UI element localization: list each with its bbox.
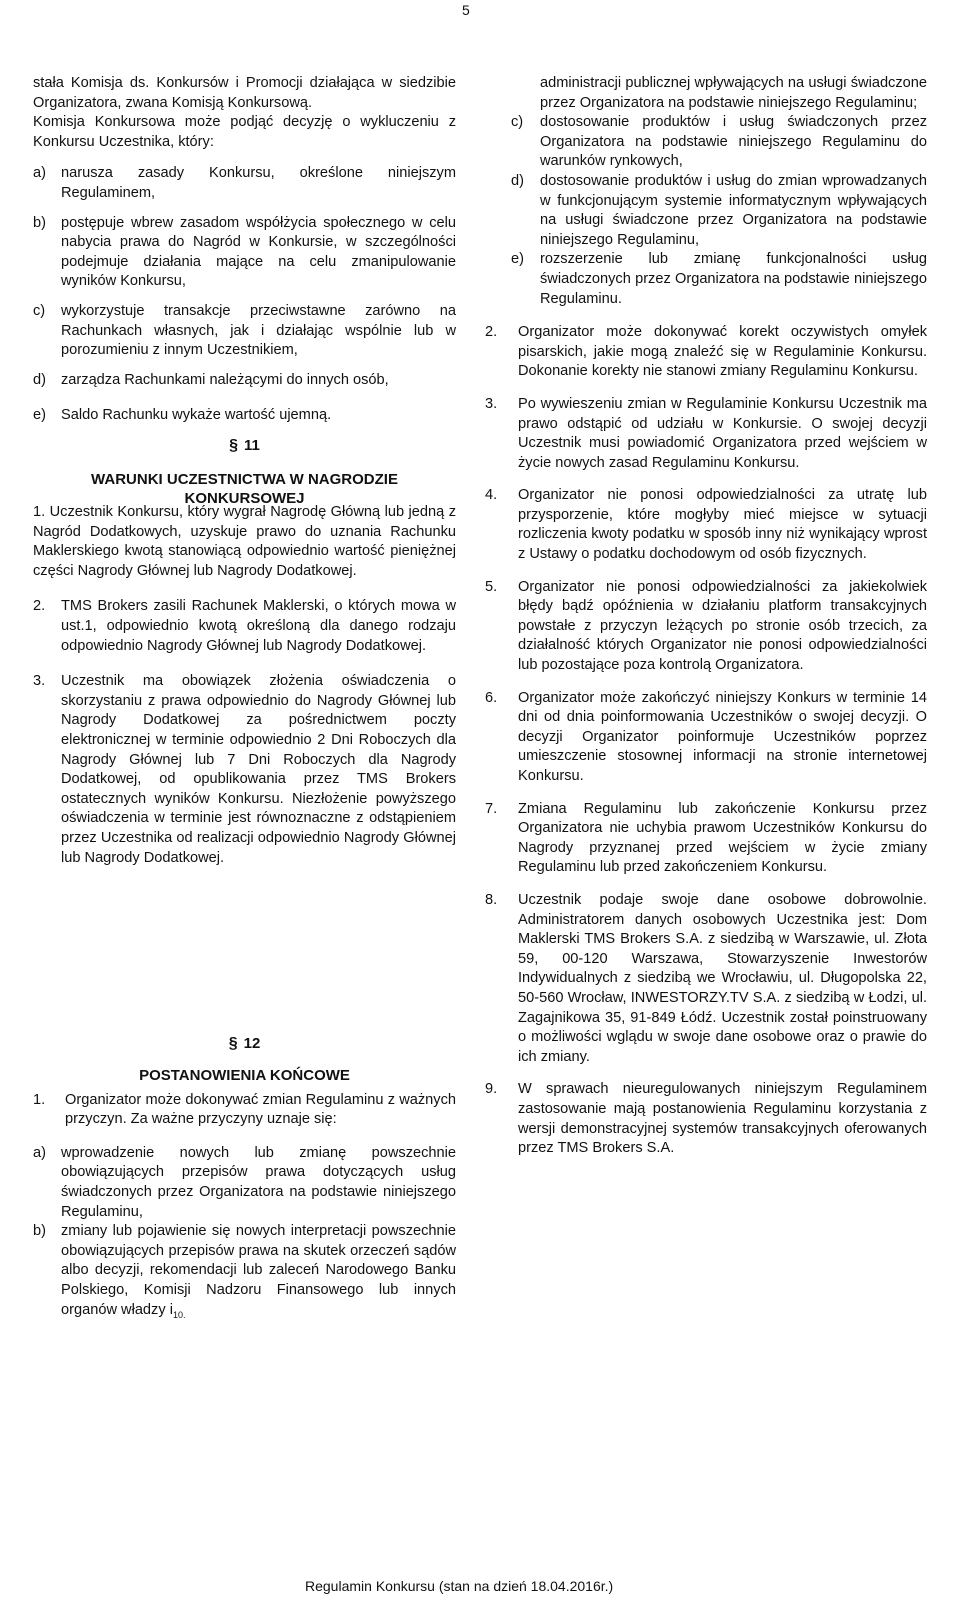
list-item-label: b) bbox=[33, 214, 46, 231]
list-item bbox=[485, 486, 927, 564]
intro-paragraph: stała Komisja ds. Konkursów i Promocji działająca w siedzibie Organizatora, zwana Komisją Konkursową. bbox=[33, 75, 456, 111]
list-item-text bbox=[33, 503, 456, 581]
list-item-label: 2. bbox=[33, 598, 46, 615]
list-item-body: Organizator może dokonywać zmian Regulaminu z ważnych przyczyn. Za ważne przyczyny uznaje się: bbox=[65, 1091, 456, 1128]
list-item bbox=[33, 672, 456, 868]
list-item-text: dostosowanie produktów i usług świadczonych przez Organizatora na podstawie niniejszego Regulaminu do warunków rynkowych, bbox=[540, 114, 927, 170]
list-item-label: 3. bbox=[485, 395, 498, 412]
list-item-text: Saldo Rachunku wykaże wartość ujemną. bbox=[61, 407, 332, 424]
section-12-block bbox=[33, 1030, 456, 1325]
left-column bbox=[33, 74, 456, 514]
list-item-label: 6. bbox=[485, 689, 498, 706]
list-item-label: b) bbox=[33, 1223, 46, 1240]
section-title: POSTANOWIENIA KOŃCOWE bbox=[139, 1066, 350, 1084]
footnote-mark: 10. bbox=[172, 1309, 186, 1320]
section-symbol: § bbox=[229, 436, 239, 454]
section-number bbox=[33, 1034, 456, 1054]
list-item-label: 7. bbox=[485, 800, 498, 817]
list-item-label: 9. bbox=[485, 1081, 498, 1098]
list-item-text: narusza zasady Konkursu, określone niniejszym Regulaminem, bbox=[61, 165, 456, 201]
list-item bbox=[485, 323, 927, 382]
section-symbol: § bbox=[228, 1035, 238, 1052]
list-item-label: 8. bbox=[485, 891, 498, 908]
list-item-label: d) bbox=[511, 172, 524, 189]
list-item-text: Organizator nie ponosi odpowiedzialności za utratę lub przysporzenie, które mogłyby mieć miejsce w sytuacji rozliczenia kwoty podatku w sposób inny niż wynikający wprost z Ustawy o podatku dochodowym od osób fizycznych. bbox=[518, 487, 927, 563]
list-item-label: 1. bbox=[33, 1091, 46, 1108]
list-item bbox=[485, 578, 927, 676]
list-item-label: a) bbox=[33, 1144, 46, 1161]
continuation-paragraph bbox=[485, 74, 927, 113]
list-item-text: Organizator nie ponosi odpowiedzialności za jakiekolwiek błędy bądź opóźnienia w działaniu platform transakcyjnych powstałe z przyczyn leżących po stronie osób trzecich, za działalność których Organizator nie ponosi odpowiedzialności lub pozostające poza kontrolą Organizatora. bbox=[518, 578, 927, 674]
list-item-text: Organizator może zakończyć niniejszy Konkurs w terminie 14 dni od dnia poinformowania Uczestników o swojej decyzji. O decyzji Organizator poinformuje Uczestników poprzez umieszczenie stosownej informacji na stronie internetowej Konkursu. bbox=[518, 689, 927, 784]
list-item-body: Uczestnik ma obowiązek złożenia oświadczenia o skorzystaniu z prawa odpowiednio do Nagrody Głównej lub Nagrody Dodatkowej za pośrednictwem poczty elektronicznej w terminie odpowiednio 2 Dni Roboczych dla Nagrody Głównej lub 7 Dni Roboczych dla Nagrody Dodatkowej, od opublikowania przez TMS Brokers ostatecznych wyników Konkursu. Niezłożenie powyższego oświadczenia w terminie jest równoznaczne z odstąpieniem przez Uczestnika od realizacji odpowiednio Nagrody Głównej lub Nagrody Dodatkowej. bbox=[61, 673, 456, 866]
list-item-text: W sprawach nieuregulowanych niniejszym Regulaminem zastosowanie mają postanowienia Regulaminu korzystania z wersji demonstracyjnej systemów transakcyjnych oferowanych przez TMS Brokers S.A. bbox=[518, 1081, 927, 1157]
list-item bbox=[33, 503, 456, 581]
section-number-value: 12 bbox=[243, 1035, 261, 1052]
list-item-text: wykorzystuje transakcje przeciwstawne zarówno na Rachunkach własnych, jak i działając wspólnie lub w porozumieniu z innym Uczestnikiem, bbox=[61, 302, 456, 359]
list-item-text: Uczestnik podaje swoje dane osobowe dobrowolnie. Administratorem danych osobowych Uczestnika jest: Dom Maklerski TMS Brokers S.A. z siedzibą w Warszawie, ul. Złota 59, 00-120 Warszawa, Stowarzyszenie Inwestorów Indywidualnych z siedzibą we Wrocławiu, ul. Długopolska 22, 50-560 Wrocław, INWESTORZY.TV S.A. z siedzibą w Łodzi, ul. Zagajnikowa 35, 91-849 Łódź. Uczestnik został poinstruowany o możliwości wglądu w swoje dane osobowe oraz o prawie do ich zmiany. bbox=[518, 891, 927, 1065]
list-item bbox=[33, 1144, 456, 1222]
continuation-text: administracji publicznej wpływających na usługi świadczone przez Organizatora na podstawie niniejszego Regulaminu; bbox=[540, 75, 927, 111]
list-item bbox=[33, 1091, 456, 1130]
list-item-text: Po wywieszeniu zmian w Regulaminie Konkursu Uczestnik ma prawo odstąpić od udziału w Konkursie. O swojej decyzji Uczestnik musi powiadomić Organizatora przed wejściem w życie nowych zasad Regulaminu Konkursu. bbox=[518, 395, 927, 471]
list-item-label: e) bbox=[511, 251, 524, 268]
page-number: 5 bbox=[462, 2, 470, 18]
list-item-label: c) bbox=[33, 302, 46, 319]
list-item-text: Organizator może dokonywać korekt oczywistych omyłek pisarskich, jakie mogą znaleźć się w Regulaminie Konkursu. Dokonanie korekty nie stanowi zmiany Regulaminu Konkursu. bbox=[518, 324, 927, 380]
list-item-text: Zmiana Regulaminu lub zakończenie Konkursu przez Organizatora nie uchybia prawom Uczestników Konkursu do Nagrody przyznanej przed wejściem w życie zmiany Regulaminu lub przed zakończeniem Konkursu. bbox=[518, 800, 927, 876]
list-item bbox=[485, 1080, 927, 1158]
list-item-label: 3. bbox=[33, 673, 46, 690]
list-item bbox=[33, 302, 456, 361]
section-number bbox=[33, 436, 456, 456]
list-item-label: 1. bbox=[33, 504, 46, 520]
section-number-value: 11 bbox=[244, 436, 260, 454]
list-item bbox=[33, 406, 456, 426]
list-item-label: d) bbox=[33, 371, 46, 388]
intro-paragraph: Komisja Konkursowa może podjąć decyzję o wykluczeniu z Konkursu Uczestnika, który: bbox=[33, 114, 456, 150]
list-item-text: dostosowanie produktów i usług do zmian wprowadzanych w funkcjonującym systemie informatycznym wpływających na usługi świadczone przez Organizatora na podstawie niniejszego Regulaminu, bbox=[540, 172, 927, 248]
list-item-label: a) bbox=[33, 165, 46, 182]
list-item bbox=[33, 164, 456, 203]
list-item-text: postępuje wbrew zasadom współżycia społecznego w celu nabycia prawa do Nagród w Konkursie, w szczególności podejmuje działania mające na celu zmanipulowanie wyników Konkursu, bbox=[61, 214, 456, 290]
list-item-text: zarządza Rachunkami należącymi do innych osób, bbox=[61, 371, 389, 388]
section-title: WARUNKI UCZESTNICTWA W NAGRODZIE KONKURSOWEJ bbox=[91, 470, 398, 507]
list-item bbox=[485, 113, 927, 172]
list-item bbox=[33, 597, 456, 656]
list-item bbox=[33, 371, 456, 391]
list-item-body: TMS Brokers zasili Rachunek Maklerski, o których mowa w ust.1, odpowiednio kwotą określoną dla danego rodzaju odpowiednio Nagrody Głównej lub Nagrody Dodatkowej. bbox=[61, 598, 456, 654]
list-item bbox=[485, 395, 927, 473]
list-item bbox=[33, 214, 456, 292]
list-item-label: e) bbox=[33, 407, 46, 424]
list-item bbox=[485, 172, 927, 250]
list-item bbox=[485, 250, 927, 309]
list-item-label: c) bbox=[511, 114, 524, 131]
right-column bbox=[485, 74, 927, 1172]
list-item bbox=[33, 1222, 456, 1325]
list-item-label: 4. bbox=[485, 487, 498, 504]
page-footer: Regulamin Konkursu (stan na dzień 18.04.2016r.) bbox=[305, 1578, 614, 1594]
list-item-body: zmiany lub pojawienie się nowych interpretacji powszechnie obowiązujących przepisów prawa na skutek orzeczeń sądów albo decyzji, rekomendacji lub zaleceń Narodowego Banku Polskiego, Komisji Nadzoru Finansowego lub innych organów władzy i bbox=[61, 1223, 456, 1318]
list-item bbox=[485, 689, 927, 787]
list-item-label: 5. bbox=[485, 578, 498, 595]
list-item-label: 2. bbox=[485, 324, 498, 341]
list-item-text bbox=[61, 1222, 456, 1325]
list-item bbox=[485, 800, 927, 878]
list-item bbox=[485, 891, 927, 1067]
exclusion-list bbox=[33, 164, 456, 426]
list-item-text: wprowadzenie nowych lub zmianę powszechnie obowiązujących przepisów prawa dotyczących usług świadczonych przez Organizatora na podstawie niniejszego Regulaminu, bbox=[61, 1144, 456, 1220]
list-item-text: rozszerzenie lub zmianę funkcjonalności usług świadczonych przez Organizatora na podstawie niniejszego Regulaminu. bbox=[540, 251, 927, 307]
section-11-items bbox=[33, 503, 456, 884]
list-item-body: Uczestnik Konkursu, który wygrał Nagrodę Główną lub jedną z Nagród Dodatkowych, uzyskuje prawo do uznania Rachunku Maklerskiego kwotą stanowiącą odpowiednio wartość pieniężnej części Nagrody Głównej lub Nagrody Dodatkowej. bbox=[33, 504, 457, 579]
indent-spacer bbox=[485, 74, 540, 113]
